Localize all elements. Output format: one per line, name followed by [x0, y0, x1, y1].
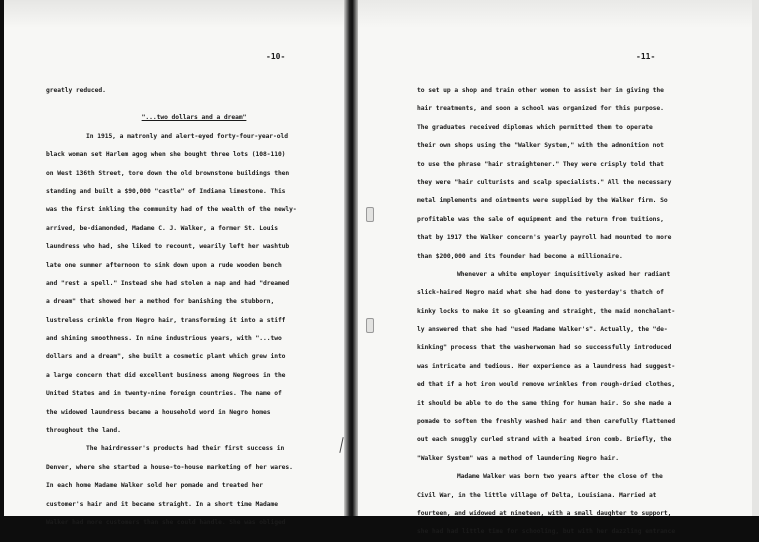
- text-line: Civil War, in the little village of Delta, Louisiana. Married at: [417, 491, 657, 499]
- right-page-text: [417, 82, 743, 542]
- text-line: a large concern that did excellent business among Negroes in the: [46, 371, 286, 379]
- text-line: The hairdresser's products had their first success in: [86, 445, 285, 453]
- text-line: she had had little time for schooling, but with her dazzling entrance: [417, 528, 676, 536]
- text-line: Denver, where she started a house-to-house marketing of her wares.: [46, 463, 293, 471]
- text-line: was intricate and tedious. Her experience as a laundress had suggest-: [417, 362, 676, 370]
- left-page: [4, 0, 349, 526]
- text-line: and shining smoothness. In nine industrious years, with "...two: [46, 335, 282, 343]
- text-line: late one summer afternoon to sink down upon a rude wooden bench: [46, 261, 282, 269]
- text-line: In each home Madame Walker sold her pomade and treated her: [46, 482, 263, 490]
- text-line: the widowed laundress became a household word in Negro homes: [46, 408, 271, 416]
- text-line: on West 136th Street, tore down the old brownstone buildings then: [46, 169, 290, 177]
- heading-text: "...two dollars and a dream": [141, 114, 247, 122]
- text-line: Madame Walker was born two years after the close of the: [457, 473, 663, 481]
- text-line: was the first inkling the community had of the wealth of the newly-: [46, 206, 297, 214]
- page-edge: [752, 0, 759, 516]
- text-line: and "rest a spell." Instead she had stolen a nap and had "dreamed: [46, 279, 290, 287]
- binding-clip-icon: [366, 207, 374, 222]
- text-line: greatly reduced.: [46, 87, 106, 94]
- text-line: out each snuggly curled strand with a heated iron comb. Briefly, the: [417, 436, 672, 444]
- page-number-left: -10-: [266, 52, 286, 61]
- binding-clip-icon: [366, 318, 374, 333]
- text-line: lustreless crinkle from Negro hair, transforming it into a stiff: [46, 316, 286, 324]
- text-line: arrived, be-diamonded, Madame C. J. Walker, a former St. Louis: [46, 224, 278, 232]
- text-line: than $200,000 and its founder had become a millionaire.: [417, 252, 623, 260]
- text-line: In 1915, a matronly and alert-eyed forty-four-year-old: [86, 132, 289, 140]
- text-line: kinking" process that the washerwoman had so successfully introduced: [417, 344, 672, 352]
- text-line: United States and in twenty-nine foreign countries. The name of: [46, 390, 282, 398]
- text-line: slick-haired Negro maid what she had done to yesterday's thatch of: [417, 289, 664, 297]
- text-line: standing and built a $90,000 "castle" of Indiana limestone. This: [46, 187, 286, 195]
- text-line: to use the phrase "hair straightener." They were crisply told that: [417, 160, 664, 168]
- text-line: it should be able to do the same thing for human hair. So she made a: [417, 399, 672, 407]
- text-line: to set up a shop and train other women to assist her in giving the: [417, 87, 664, 94]
- section-heading: [46, 109, 342, 127]
- text-line: ed that if a hot iron would remove wrinkles from rough-dried clothes,: [417, 381, 676, 389]
- text-line: they were "hair culturists and scalp specialists." All the necessary: [417, 178, 672, 186]
- text-line: profitable was the sale of equipment and the return from tuitions,: [417, 215, 664, 223]
- text-line: laundress who had, she liked to recount, wearily left her washtub: [46, 243, 290, 251]
- text-line: kinky locks to make it so gleaming and straight, the maid nonchalant-: [417, 307, 676, 315]
- right-page: [353, 0, 755, 536]
- text-line: a dream" that showed her a method for banishing the stubborn,: [46, 298, 275, 306]
- text-line: that by 1917 the Walker concern's yearly payroll had mounted to more: [417, 234, 672, 242]
- text-line: The graduates received diplomas which permitted them to operate: [417, 123, 653, 131]
- text-line: pomade to soften the freshly washed hair and then carefully flattened: [417, 418, 676, 426]
- text-line: ly answered that she had "used Madame Walker's". Actually, the "de-: [417, 326, 668, 334]
- text-line: black woman set Harlem agog when she bought three lots (108-110): [46, 151, 286, 159]
- book-gutter: [344, 0, 358, 516]
- text-line: Whenever a white employer inquisitively asked her radiant: [457, 270, 671, 278]
- text-line: metal implements and ointments were supplied by the Walker firm. So: [417, 197, 668, 205]
- text-line: customer's hair and it became straight. In a short time Madame: [46, 500, 278, 508]
- left-page-text: [46, 82, 342, 532]
- text-line: [46, 100, 342, 109]
- text-line: dollars and a dream", she built a cosmetic plant which grew into: [46, 353, 286, 361]
- text-line: throughout the land.: [46, 427, 121, 435]
- text-line: Walker had more customers than she could handle. She was obliged: [46, 518, 286, 526]
- text-line: fourteen, and widowed at nineteen, with a small daughter to support,: [417, 509, 672, 517]
- page-number-right: -11-: [636, 52, 656, 61]
- text-line: "Walker System" was a method of laundering Negro hair.: [417, 454, 620, 462]
- text-line: their own shops using the "Walker System," with the admonition not: [417, 142, 664, 150]
- text-line: hair treatments, and soon a school was organized for this purpose.: [417, 105, 664, 113]
